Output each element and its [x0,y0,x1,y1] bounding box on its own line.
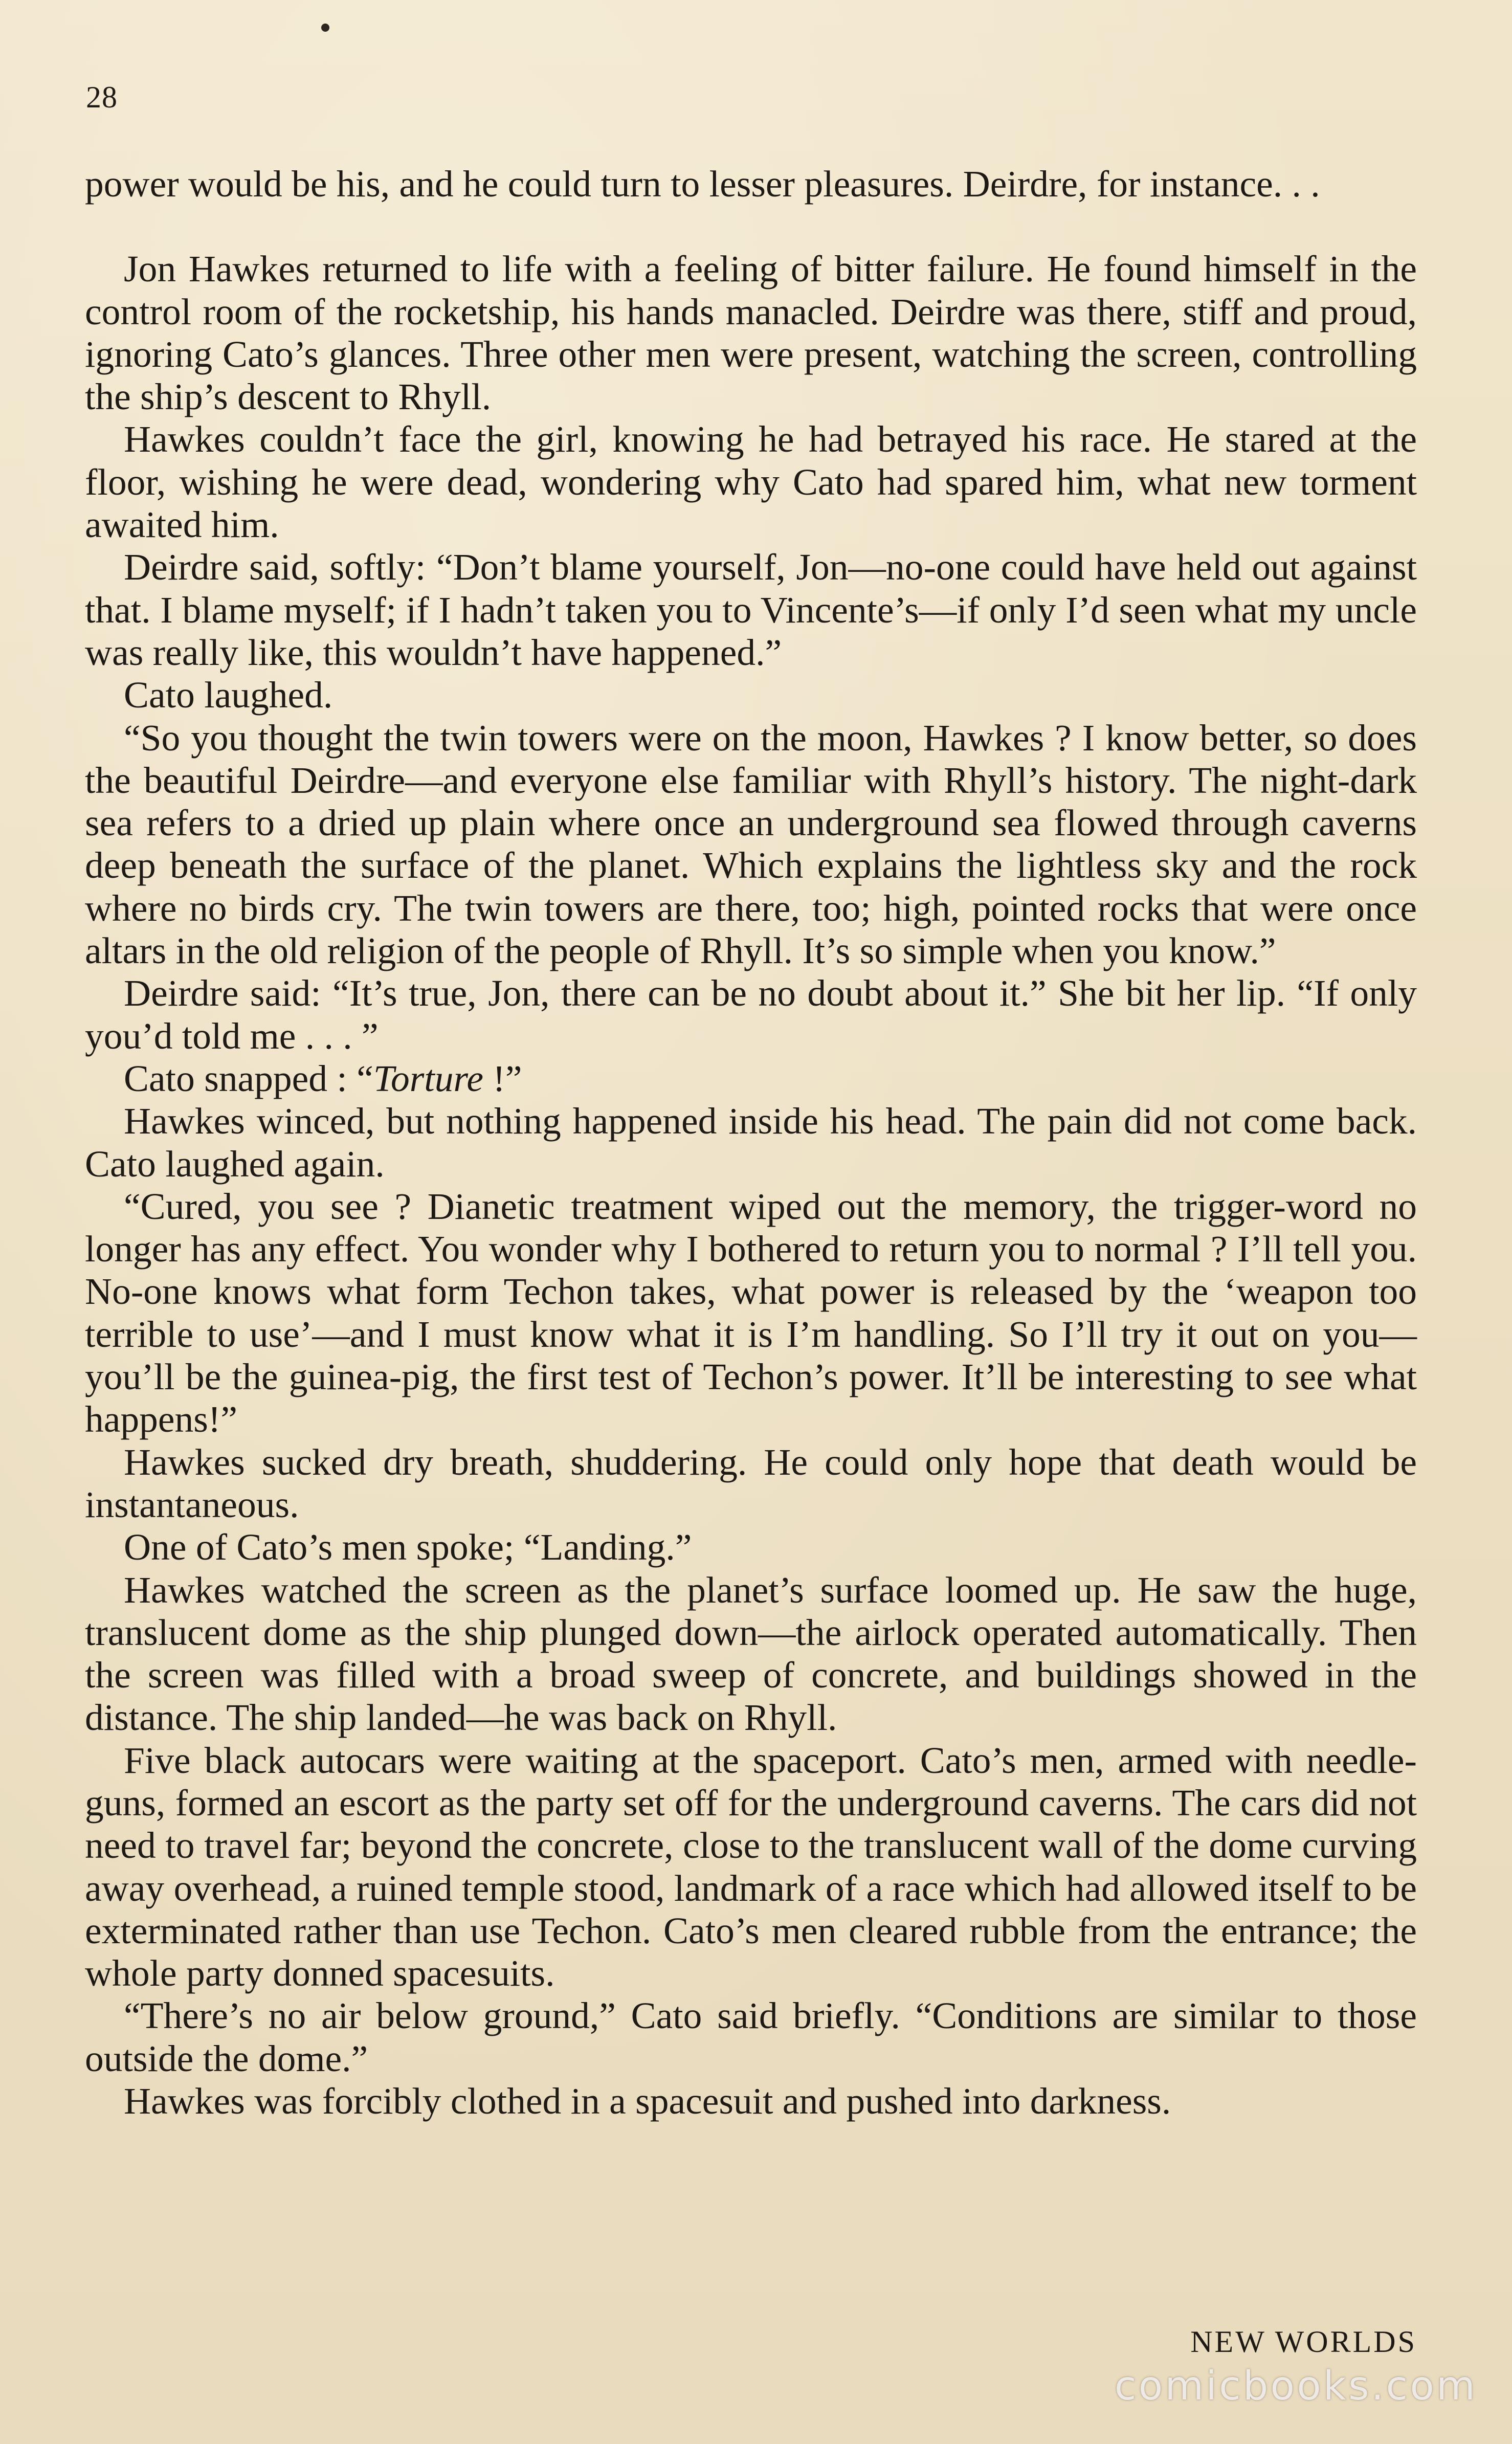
paragraph: Cato laughed. [124,674,333,716]
paragraph: Hawkes was forcibly clothed in a spacesuit and pushed into darkness. [124,2080,1171,2122]
dialogue-text: !” [483,1057,522,1099]
paragraph: Hawkes watched the screen as the planet’s surface loomed up. He saw the huge, translucent dome as the ship plunged down—the airlock operated automatically. Then the screen was filled with a broad sweep of concrete, and buildings showed in the distance. The ship landed—he was back on Rhyll. [85,1569,1417,1739]
paragraph: Hawkes couldn’t face the girl, knowing he had betrayed his race. He stared at the floor, wishing he were dead, wondering why Cato had spared him, what new torment awaited him. [85,418,1417,546]
story-text [85,163,1417,2122]
site-watermark: comicbooks.com [1114,2363,1477,2409]
paragraph: Hawkes sucked dry breath, shuddering. He could only hope that death would be instantaneous. [85,1441,1417,1525]
page-number: 28 [86,80,118,114]
paragraph: “There’s no air below ground,” Cato said briefly. “Conditions are similar to those outside the dome.” [85,1995,1417,2079]
magazine-title-footer: NEW WORLDS [1190,2325,1417,2359]
paragraph: “Cured, you see ? Dianetic treatment wiped out the memory, the trigger-word no longer has any effect. You wonder why I bothered to return you to normal ? I’ll tell you. No-one knows what form Techon takes, what power is released by the ‘weapon too terrible to use’—and I must know what it is I’m handling. So I’ll try it out on you—you’ll be the guinea-pig, the first test of Techon’s power. It’ll be interesting to see what happens!” [85,1185,1417,1440]
paragraph: “So you thought the twin towers were on the moon, Hawkes ? I know better, so does the beautiful Deirdre—and everyone else familiar with Rhyll’s history. The night-dark sea refers to a dried up plain where once an underground sea flowed through caverns deep beneath the surface of the planet. Which explains the lightless sky and the rock where no birds cry. The twin towers are there, too; high, pointed rocks that were once altars in the old religion of the people of Rhyll. It’s so simple when you know.” [85,717,1417,972]
print-speck [321,24,329,32]
emphasis-text: Torture [373,1057,483,1099]
paragraph: Jon Hawkes returned to life with a feeling of bitter failure. He found himself in the control room of the rocketship, his hands manacled. Deirdre was there, stiff and proud, ignoring Cato’s glances. Three other men were present, watching the screen, controlling the ship’s descent to Rhyll. [85,248,1417,418]
paragraph: One of Cato’s men spoke; “Landing.” [124,1526,692,1568]
paragraph: Deirdre said, softly: “Don’t blame yourself, Jon—no-one could have held out against that. I blame myself; if I hadn’t taken you to Vincente’s—if only I’d seen what my uncle was really like, this wouldn’t have happened.” [85,546,1417,673]
paragraph: Five black autocars were waiting at the spaceport. Cato’s men, armed with needle-guns, formed an escort as the party set off for the underground caverns. The cars did not need to travel far; beyond the concrete, close to the translucent wall of the dome curving away overhead, a ruined temple stood, landmark of a race which had allowed itself to be exterminated rather than use Techon. Cato’s men cleared rubble from the entrance; the whole party donned spacesuits. [85,1739,1417,1994]
dialogue-text: Cato snapped : “ [124,1057,373,1099]
paragraph: Hawkes winced, but nothing happened inside his head. The pain did not come back. Cato laughed again. [85,1100,1417,1185]
paragraph: Deirdre said: “It’s true, Jon, there can be no doubt about it.” She bit her lip. “If only you’d told me . . . ” [85,972,1417,1057]
paragraph [85,1057,1417,1100]
paragraph: power would be his, and he could turn to lesser pleasures. Deirdre, for instance. . . [85,163,1320,205]
